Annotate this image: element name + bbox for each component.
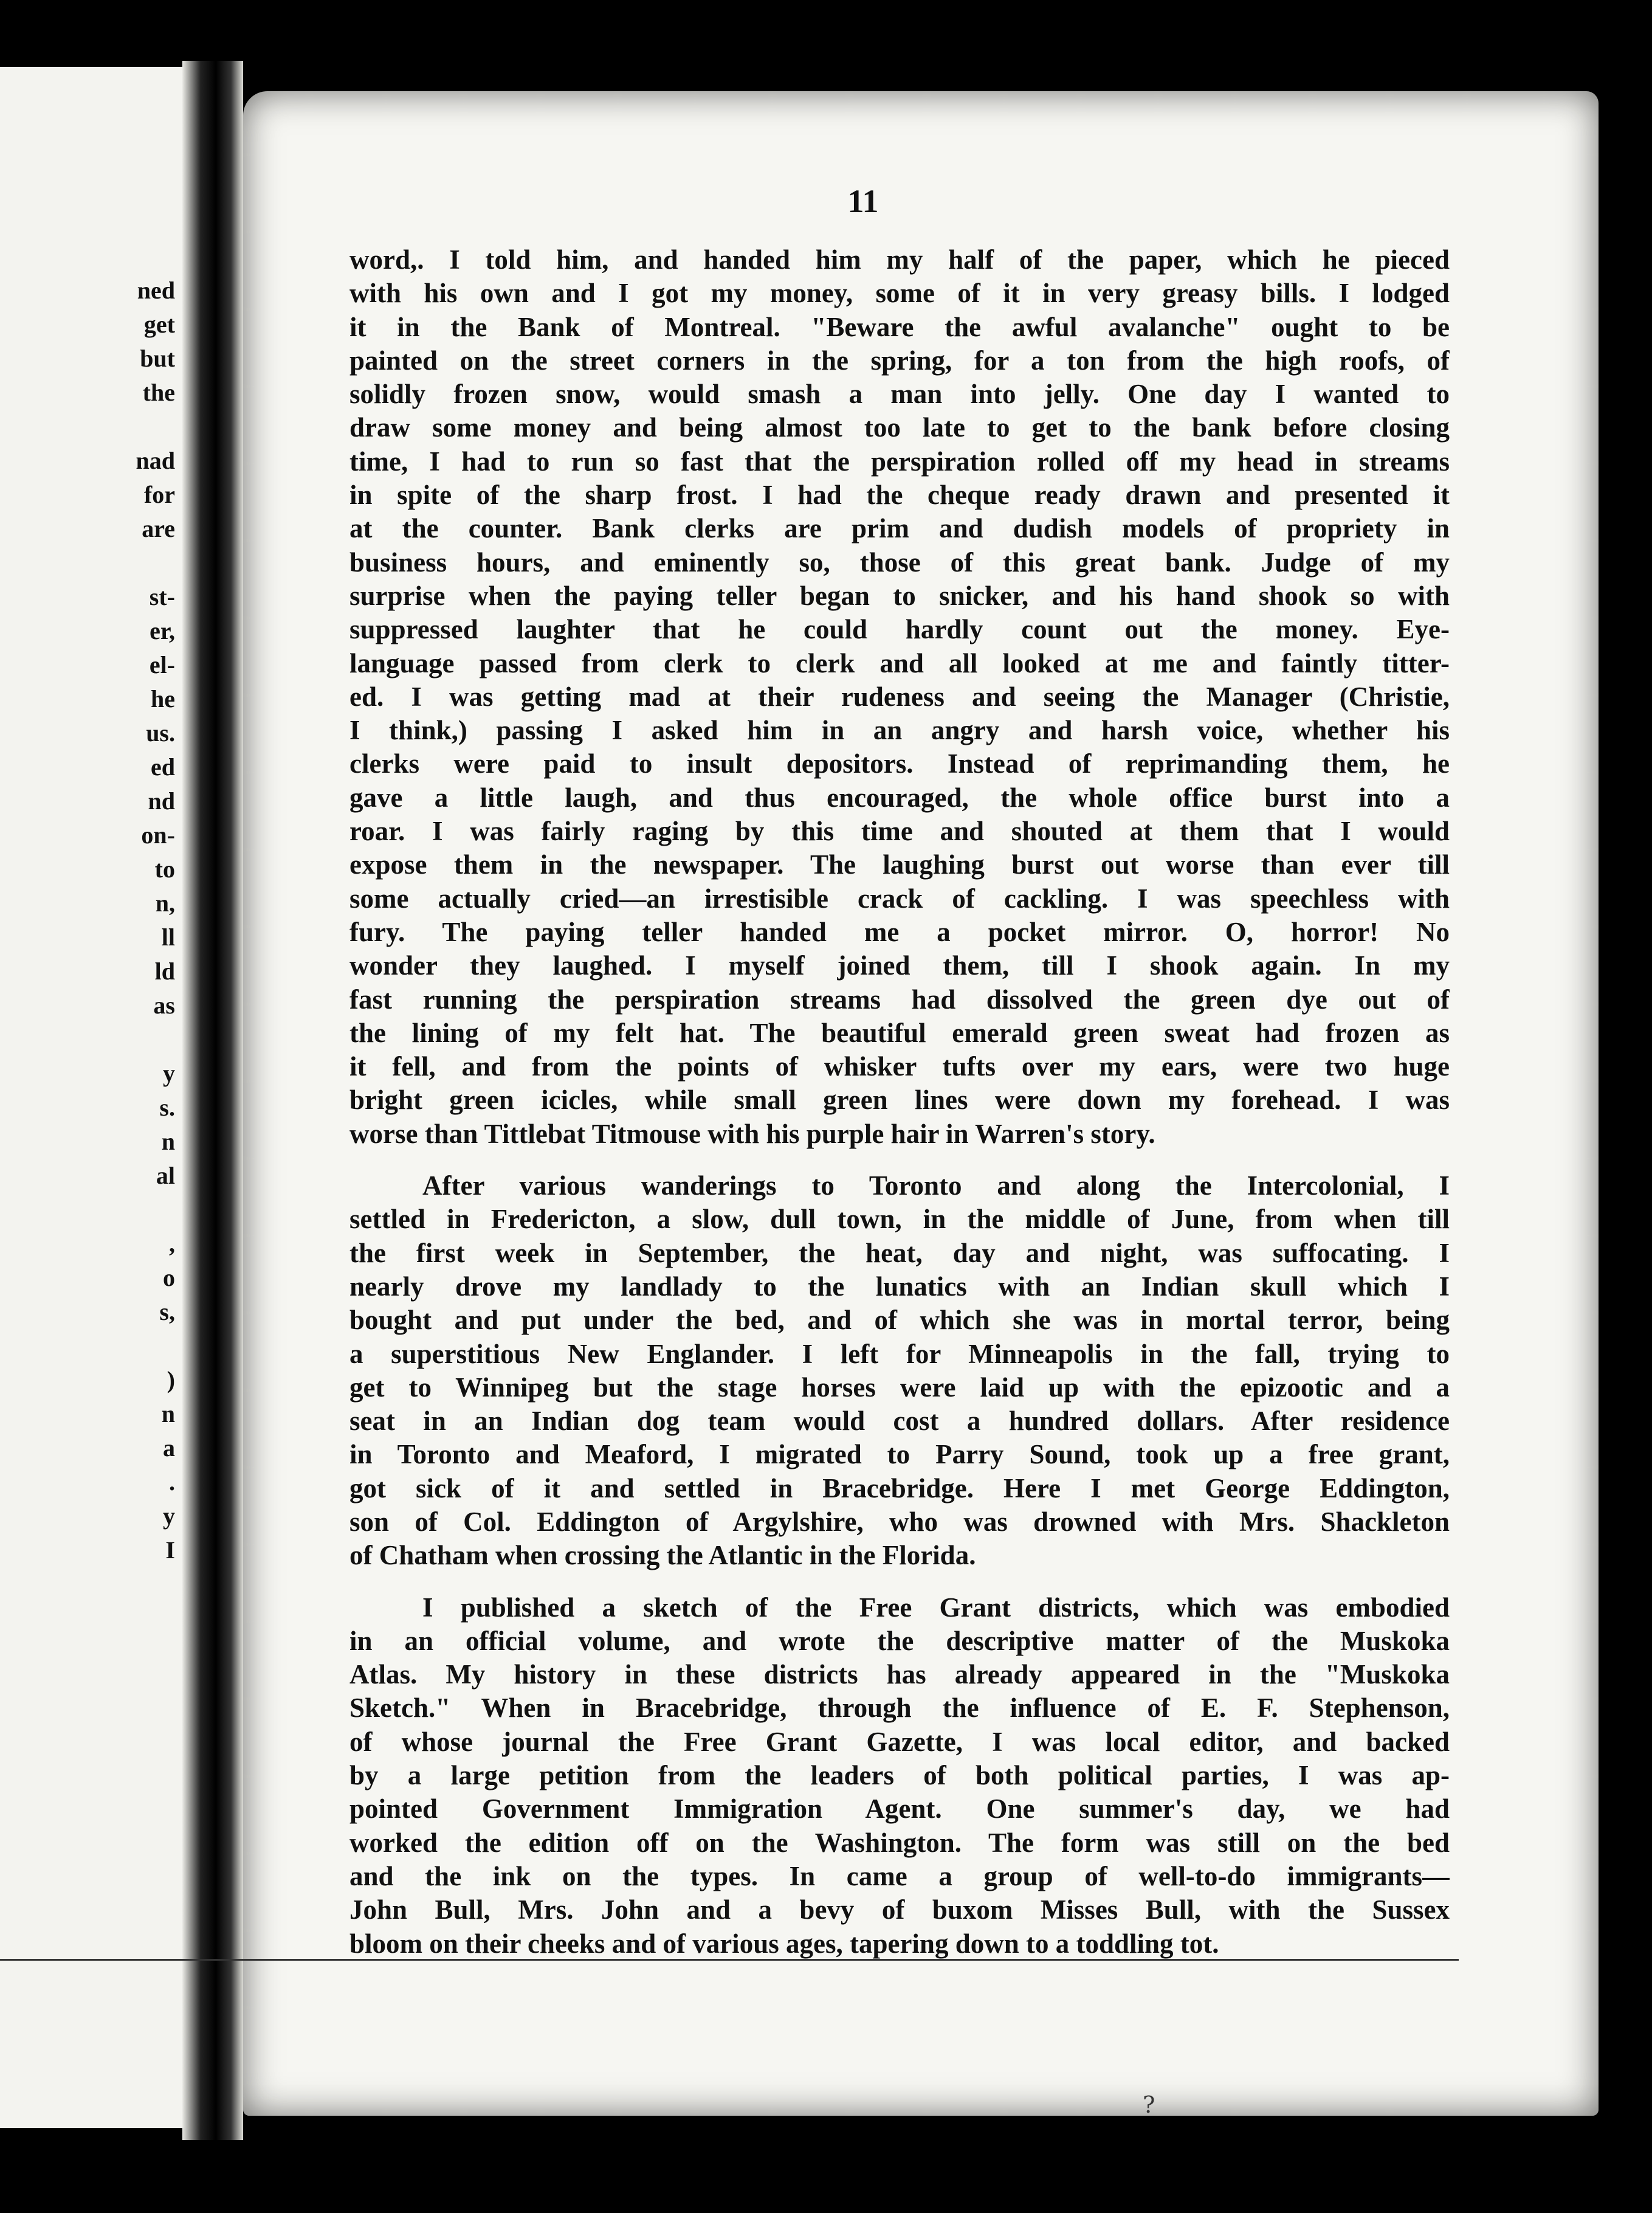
book-gutter: [182, 61, 243, 2140]
text-line: wonder they laughed. I myself joined them, till I shook again. In my: [349, 950, 1450, 981]
left-page-fragment: al: [156, 1162, 175, 1189]
text-line: it in the Bank of Montreal. "Beware the awful avalanche" ought to be: [349, 311, 1450, 342]
left-page-fragment: [5, 1193, 175, 1227]
text-line: John Bull, Mrs. John and a bevy of buxom Misses Bull, with the Sussex: [349, 1894, 1450, 1925]
text-line: pointed Government Immigration Agent. One summer's day, we had: [349, 1794, 1450, 1825]
left-page-fragment: y: [163, 1060, 175, 1087]
left-page-fragment: ll: [161, 924, 175, 951]
text-line: in an official volume, and wrote the descriptive matter of the Muskoka: [349, 1625, 1450, 1656]
paragraph-gap: [349, 1573, 1450, 1591]
text-line: roar. I was fairly raging by this time and shouted at them that I would: [349, 816, 1450, 847]
text-line: in Toronto and Meaford, I migrated to Parry Sound, took up a free grant,: [349, 1439, 1450, 1470]
left-page-fragment: on-: [141, 821, 175, 849]
text-line: clerks were paid to insult depositors. Instead of reprimanding them, he: [349, 748, 1450, 779]
left-page-fragment: get: [143, 311, 175, 338]
text-line: Sketch." When in Bracebridge, through the influence of E. F. Stephenson,: [349, 1693, 1450, 1724]
left-page-fragment: nad: [136, 447, 175, 474]
left-page-fragment: n: [161, 1400, 175, 1428]
text-line: word,. I told him, and handed him my half of the paper, which he pieced: [349, 244, 1450, 275]
text-line: a superstitious New Englander. I left for Minneapolis in the fall, trying to: [349, 1338, 1450, 1369]
text-line: ed. I was getting mad at their rudeness and seeing the Manager (Christie,: [349, 681, 1450, 712]
left-page-fragment: to: [154, 855, 175, 883]
left-page-fragment: the: [142, 379, 175, 406]
text-line: son of Col. Eddington of Argylshire, who was drowned with Mrs. Shackleton: [349, 1506, 1450, 1537]
text-line: gave a little laugh, and thus encouraged, the whole office burst into a: [349, 782, 1450, 813]
left-page-fragment: for: [143, 481, 175, 508]
text-line: draw some money and being almost too late to get to the bank before closing: [349, 412, 1450, 443]
left-page-fragment: us.: [146, 719, 175, 747]
text-line: fury. The paying teller handed me a pocket mirror. O, horror! No: [349, 916, 1450, 947]
left-page-fragment: ): [167, 1366, 175, 1393]
text-line: it fell, and from the points of whisker tufts over my ears, were two huge: [349, 1051, 1450, 1082]
text-line: suppressed laughter that he could hardly count out the money. Eye-: [349, 614, 1450, 645]
text-line: I published a sketch of the Free Grant districts, which was embodied: [422, 1592, 1450, 1623]
text-line: expose them in the newspaper. The laughing burst out worse than ever till: [349, 849, 1450, 880]
text-line: I think,) passing I asked him in an angry and harsh voice, whether his: [349, 715, 1450, 746]
left-page-fragment: .: [169, 1468, 175, 1496]
text-line: got sick of it and settled in Bracebridge. Here I met George Eddington,: [349, 1472, 1450, 1504]
text-line: fast running the perspiration streams had dissolved the green dye out of: [349, 984, 1450, 1015]
text-line: some actually cried—an irrestisible crack of cackling. I was speechless with: [349, 883, 1450, 914]
text-line: at the counter. Bank clerks are prim and dudish models of propriety in: [349, 513, 1450, 544]
left-page-fragment: ned: [137, 277, 175, 304]
text-line: seat in an Indian dog team would cost a hundred dollars. After residence: [349, 1406, 1450, 1437]
body-text: [349, 243, 1450, 1961]
text-line: bloom on their cheeks and of various ages, tapering down to a toddling tot.: [349, 1928, 1219, 1959]
left-page-fragment: nd: [148, 787, 175, 815]
page-number: 11: [847, 183, 879, 219]
text-line: of whose journal the Free Grant Gazette, I was local editor, and backed: [349, 1726, 1450, 1757]
left-page-fragment: n,: [155, 889, 175, 917]
text-line: the first week in September, the heat, day and night, was suffocating. I: [349, 1237, 1450, 1268]
text-line: nearly drove my landlady to the lunatics with an Indian skull which I: [349, 1271, 1450, 1302]
left-page-fragment: y: [163, 1502, 175, 1530]
left-page-text-fragments: [5, 274, 175, 1567]
paragraph: [349, 1169, 1450, 1573]
left-page-fragment: are: [142, 515, 175, 542]
text-line: get to Winnipeg but the stage horses were laid up with the epizootic and a: [349, 1372, 1450, 1403]
left-page-fragment: as: [153, 992, 175, 1019]
left-page-fragment: ,: [169, 1230, 175, 1257]
left-page-edge: [0, 67, 182, 2128]
text-line: bright green icicles, while small green lines were down my forehead. I was: [349, 1085, 1450, 1116]
text-line: language passed from clerk to clerk and all looked at me and faintly titter-: [349, 647, 1450, 678]
left-page-fragment: [5, 1329, 175, 1363]
left-page-fragment: [5, 1023, 175, 1057]
paragraph: [349, 1591, 1450, 1961]
left-page-fragment: but: [140, 345, 175, 372]
text-line: of Chatham when crossing the Atlantic in the Florida.: [349, 1540, 976, 1571]
handwritten-mark: ?: [1143, 2091, 1155, 2118]
text-line: and the ink on the types. In came a group of well-to-do immigrants—: [349, 1860, 1450, 1891]
text-line: with his own and I got my money, some of it in very greasy bills. I lodged: [349, 278, 1450, 309]
text-line: After various wanderings to Toronto and along the Intercolonial, I: [422, 1170, 1450, 1201]
text-line: settled in Fredericton, a slow, dull town, in the middle of June, from when till: [349, 1204, 1450, 1235]
left-page-fragment: s,: [159, 1298, 175, 1325]
text-line: Atlas. My history in these districts has already appeared in the "Muskoka: [349, 1659, 1450, 1690]
text-line: by a large petition from the leaders of both political parties, I was ap-: [349, 1760, 1450, 1791]
left-page-fragment: ld: [154, 958, 175, 985]
left-page-fragment: n: [161, 1128, 175, 1155]
left-page-fragment: [5, 410, 175, 444]
left-page-fragment: er,: [150, 617, 175, 644]
text-line: painted on the street corners in the spring, for a ton from the high roofs, of: [349, 345, 1450, 376]
text-line: the lining of my felt hat. The beautiful emerald green sweat had frozen as: [349, 1017, 1450, 1048]
left-page-fragment: st-: [149, 583, 175, 610]
left-page-fragment: o: [163, 1264, 175, 1291]
paragraph: [349, 243, 1450, 1151]
text-line: in spite of the sharp frost. I had the cheque ready drawn and presented it: [349, 480, 1450, 511]
text-line: bought and put under the bed, and of which she was in mortal terror, being: [349, 1305, 1450, 1336]
text-line: time, I had to run so fast that the perspiration rolled off my head in streams: [349, 446, 1450, 477]
text-line: business hours, and eminently so, those of this great bank. Judge of my: [349, 547, 1450, 578]
left-page-fragment: el-: [149, 651, 175, 678]
text-line: solidly frozen snow, would smash a man into jelly. One day I wanted to: [349, 379, 1450, 410]
left-page-fragment: ed: [151, 753, 175, 781]
left-page-fragment: a: [163, 1434, 175, 1462]
left-page-fragment: I: [165, 1536, 175, 1564]
left-page-fragment: he: [151, 685, 175, 713]
text-line: worse than Tittlebat Titmouse with his purple hair in Warren's story.: [349, 1118, 1155, 1149]
paragraph-gap: [349, 1151, 1450, 1169]
left-page-fragment: [5, 546, 175, 580]
text-line: worked the edition off on the Washington. The form was still on the bed: [349, 1827, 1450, 1858]
left-page-fragment: s.: [159, 1094, 175, 1121]
scan-line-artifact: [0, 1959, 1459, 1961]
text-line: surprise when the paying teller began to snicker, and his hand shook so with: [349, 580, 1450, 611]
